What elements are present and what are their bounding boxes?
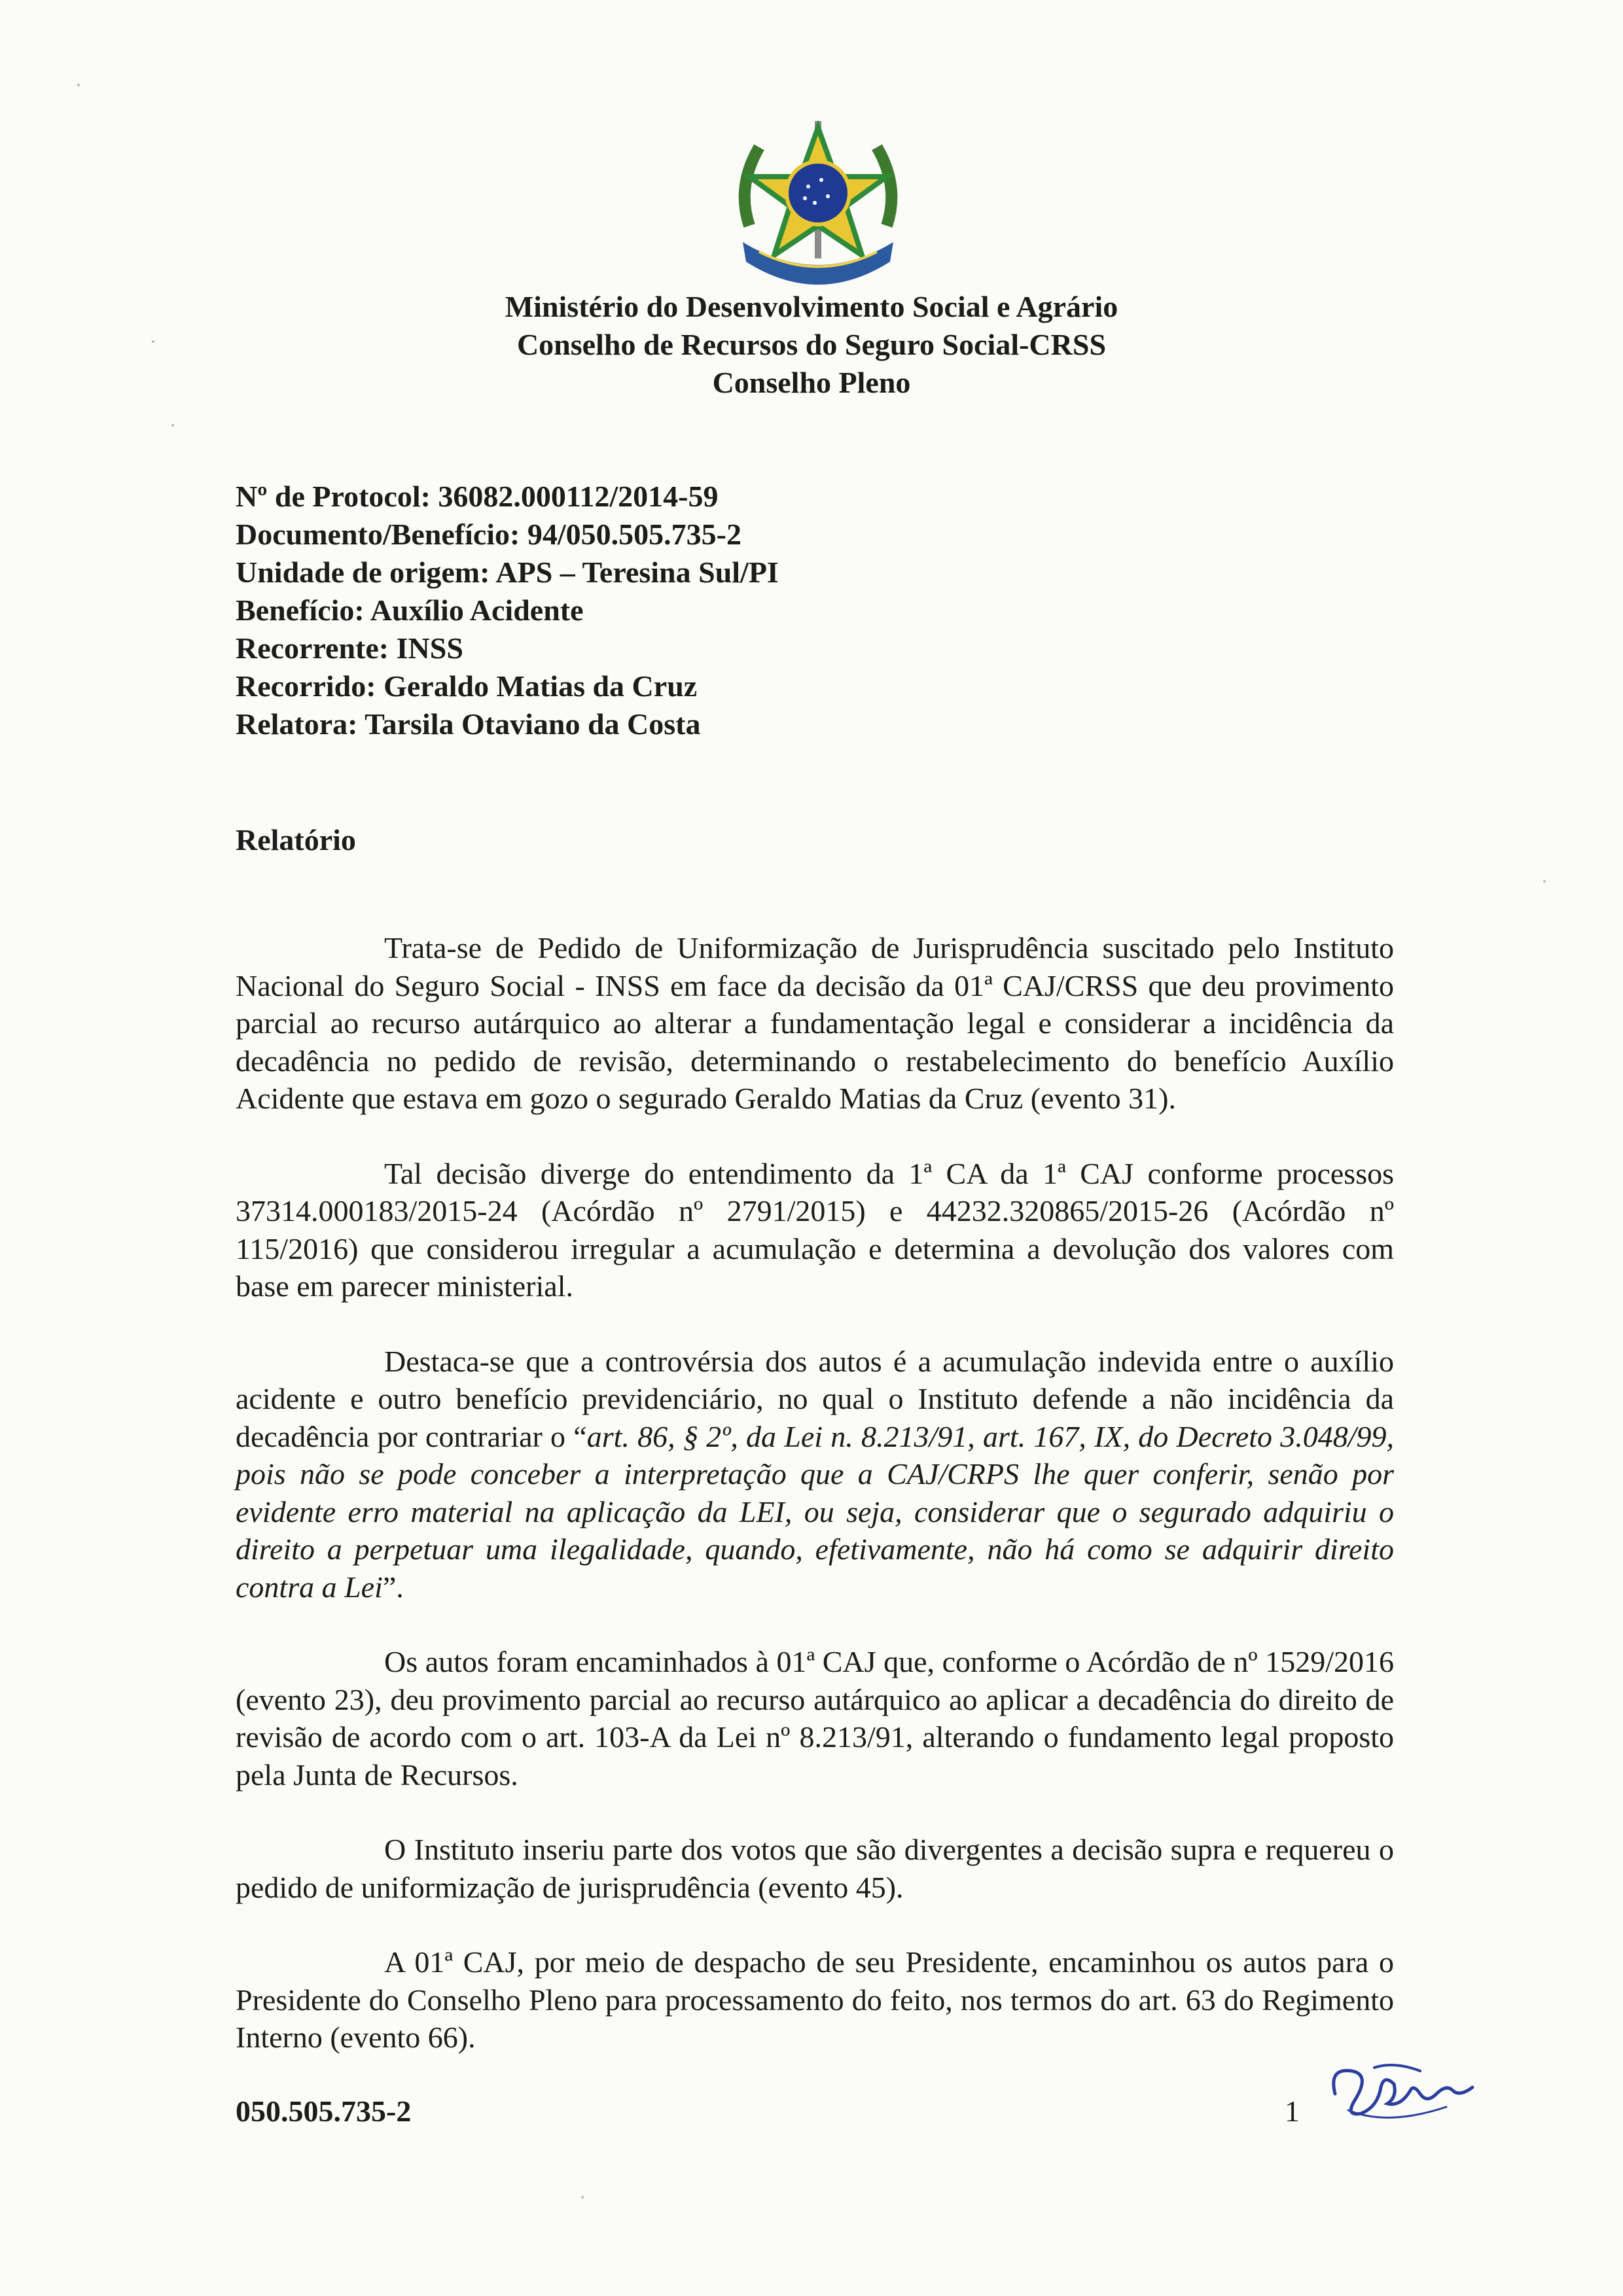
paragraph: O Instituto inseriu parte dos votos que são divergentes a decisão supra e requereu o pedido de uniformização de jurisprudência (evento 45). <box>236 1833 1394 1904</box>
meta-row-appellee <box>236 667 1414 705</box>
meta-label: Unidade de origem: <box>236 556 490 589</box>
report-body <box>236 929 1394 2094</box>
quoted-legal-text: art. 86, § 2º, da Lei n. 8.213/91, art. 167, IX, do Decreto 3.048/99, pois não se pode conceber a interpretação que a CAJ/CRPS lhe quer conferir, senão por evidente erro material na aplicação da LEI, ou seja, considerar que o segurado adquiriu o direito a perpetuar uma ilegalidade, quando, efetivamente, não há como se adquirir direito contra a Lei <box>236 1419 1394 1604</box>
meta-value: Geraldo Matias da Cruz <box>383 669 698 703</box>
paragraph: Tal decisão diverge do entendimento da 1ª CA da 1ª CAJ conforme processos 37314.000183/2015-24 (Acórdão nº 2791/2015) e 44232.320865/2015-26 (Acórdão nº 115/2016) que considerou irregular a acumulação e determina a devolução dos valores com base em parecer ministerial. <box>236 1156 1394 1303</box>
council-name: Conselho de Recursos do Seguro Social-CRSS <box>516 328 1107 361</box>
paragraph <box>236 1343 1394 1606</box>
document-header <box>0 288 1623 402</box>
scan-speck <box>171 424 174 427</box>
scan-speck <box>1543 880 1546 883</box>
section-title: Relatório <box>236 823 356 857</box>
meta-row-appellant <box>236 629 1414 667</box>
meta-label: Relatora: <box>236 707 358 741</box>
meta-label: Benefício: <box>236 593 365 627</box>
meta-label: Recorrido: <box>236 669 376 703</box>
meta-row-document <box>236 516 1414 554</box>
paragraph: Os autos foram encaminhados à 01ª CAJ que, conforme o Acórdão de nº 1529/2016 (evento 23), deu provimento parcial ao recurso autárquico ao aplicar a decadência do direito de revisão de acordo com o art. 103-A da Lei nº 8.213/91, alterando o fundamento legal proposto pela Junta de Recursos. <box>236 1645 1394 1792</box>
scan-speck <box>152 340 154 343</box>
case-metadata <box>236 478 1414 743</box>
meta-value: 94/050.505.735-2 <box>527 518 741 551</box>
meta-label: Documento/Benefício: <box>236 518 520 551</box>
meta-value: Tarsila Otaviano da Costa <box>365 707 701 741</box>
scan-speck <box>77 84 80 86</box>
meta-value: APS – Teresina Sul/PI <box>495 556 779 589</box>
meta-label: Nº de Protocol: <box>236 480 431 513</box>
page-number: 1 <box>1285 2094 1300 2128</box>
brazil-coat-of-arms-icon <box>723 115 913 286</box>
footer-document-number: 050.505.735-2 <box>236 2094 412 2128</box>
scan-speck <box>581 2196 584 2199</box>
meta-value: INSS <box>396 631 463 665</box>
paragraph-text: Destaca-se que a controvérsia dos autos é a acumulação indevida entre o auxílio acidente e outro benefício previdenciário, no qual o Instituto defende a não incidência da decadência por contrariar o “ <box>236 1344 1394 1453</box>
meta-value: 36082.000112/2014-59 <box>438 480 719 513</box>
meta-value: Auxílio Acidente <box>370 593 584 627</box>
ministry-name: Ministério do Desenvolvimento Social e Agrário <box>505 290 1118 323</box>
paragraph-text: ”. <box>382 1570 404 1604</box>
paragraph: A 01ª CAJ, por meio de despacho de seu Presidente, encaminhou os autos para o Presidente do Conselho Pleno para processamento do feito, nos termos do art. 63 do Regimento Interno (evento 66). <box>236 1945 1394 2054</box>
meta-row-benefit <box>236 592 1414 629</box>
paragraph: Trata-se de Pedido de Uniformização de Jurisprudência suscitado pelo Instituto Nacional do Seguro Social - INSS em face da decisão da 01ª CAJ/CRSS que deu provimento parcial ao recurso autárquico ao alterar a fundamentação legal e considerar a incidência da decadência no pedido de revisão, determinando o restabelecimento do benefício Auxílio Acidente que estava em gozo o segurado Geraldo Matias da Cruz (evento 31). <box>236 931 1394 1115</box>
handwritten-signature-icon <box>1315 2048 1486 2133</box>
meta-row-rapporteur <box>236 705 1414 743</box>
chamber-name: Conselho Pleno <box>712 366 911 399</box>
meta-row-protocol <box>236 478 1414 516</box>
meta-label: Recorrente: <box>236 631 389 665</box>
meta-row-origin <box>236 554 1414 592</box>
